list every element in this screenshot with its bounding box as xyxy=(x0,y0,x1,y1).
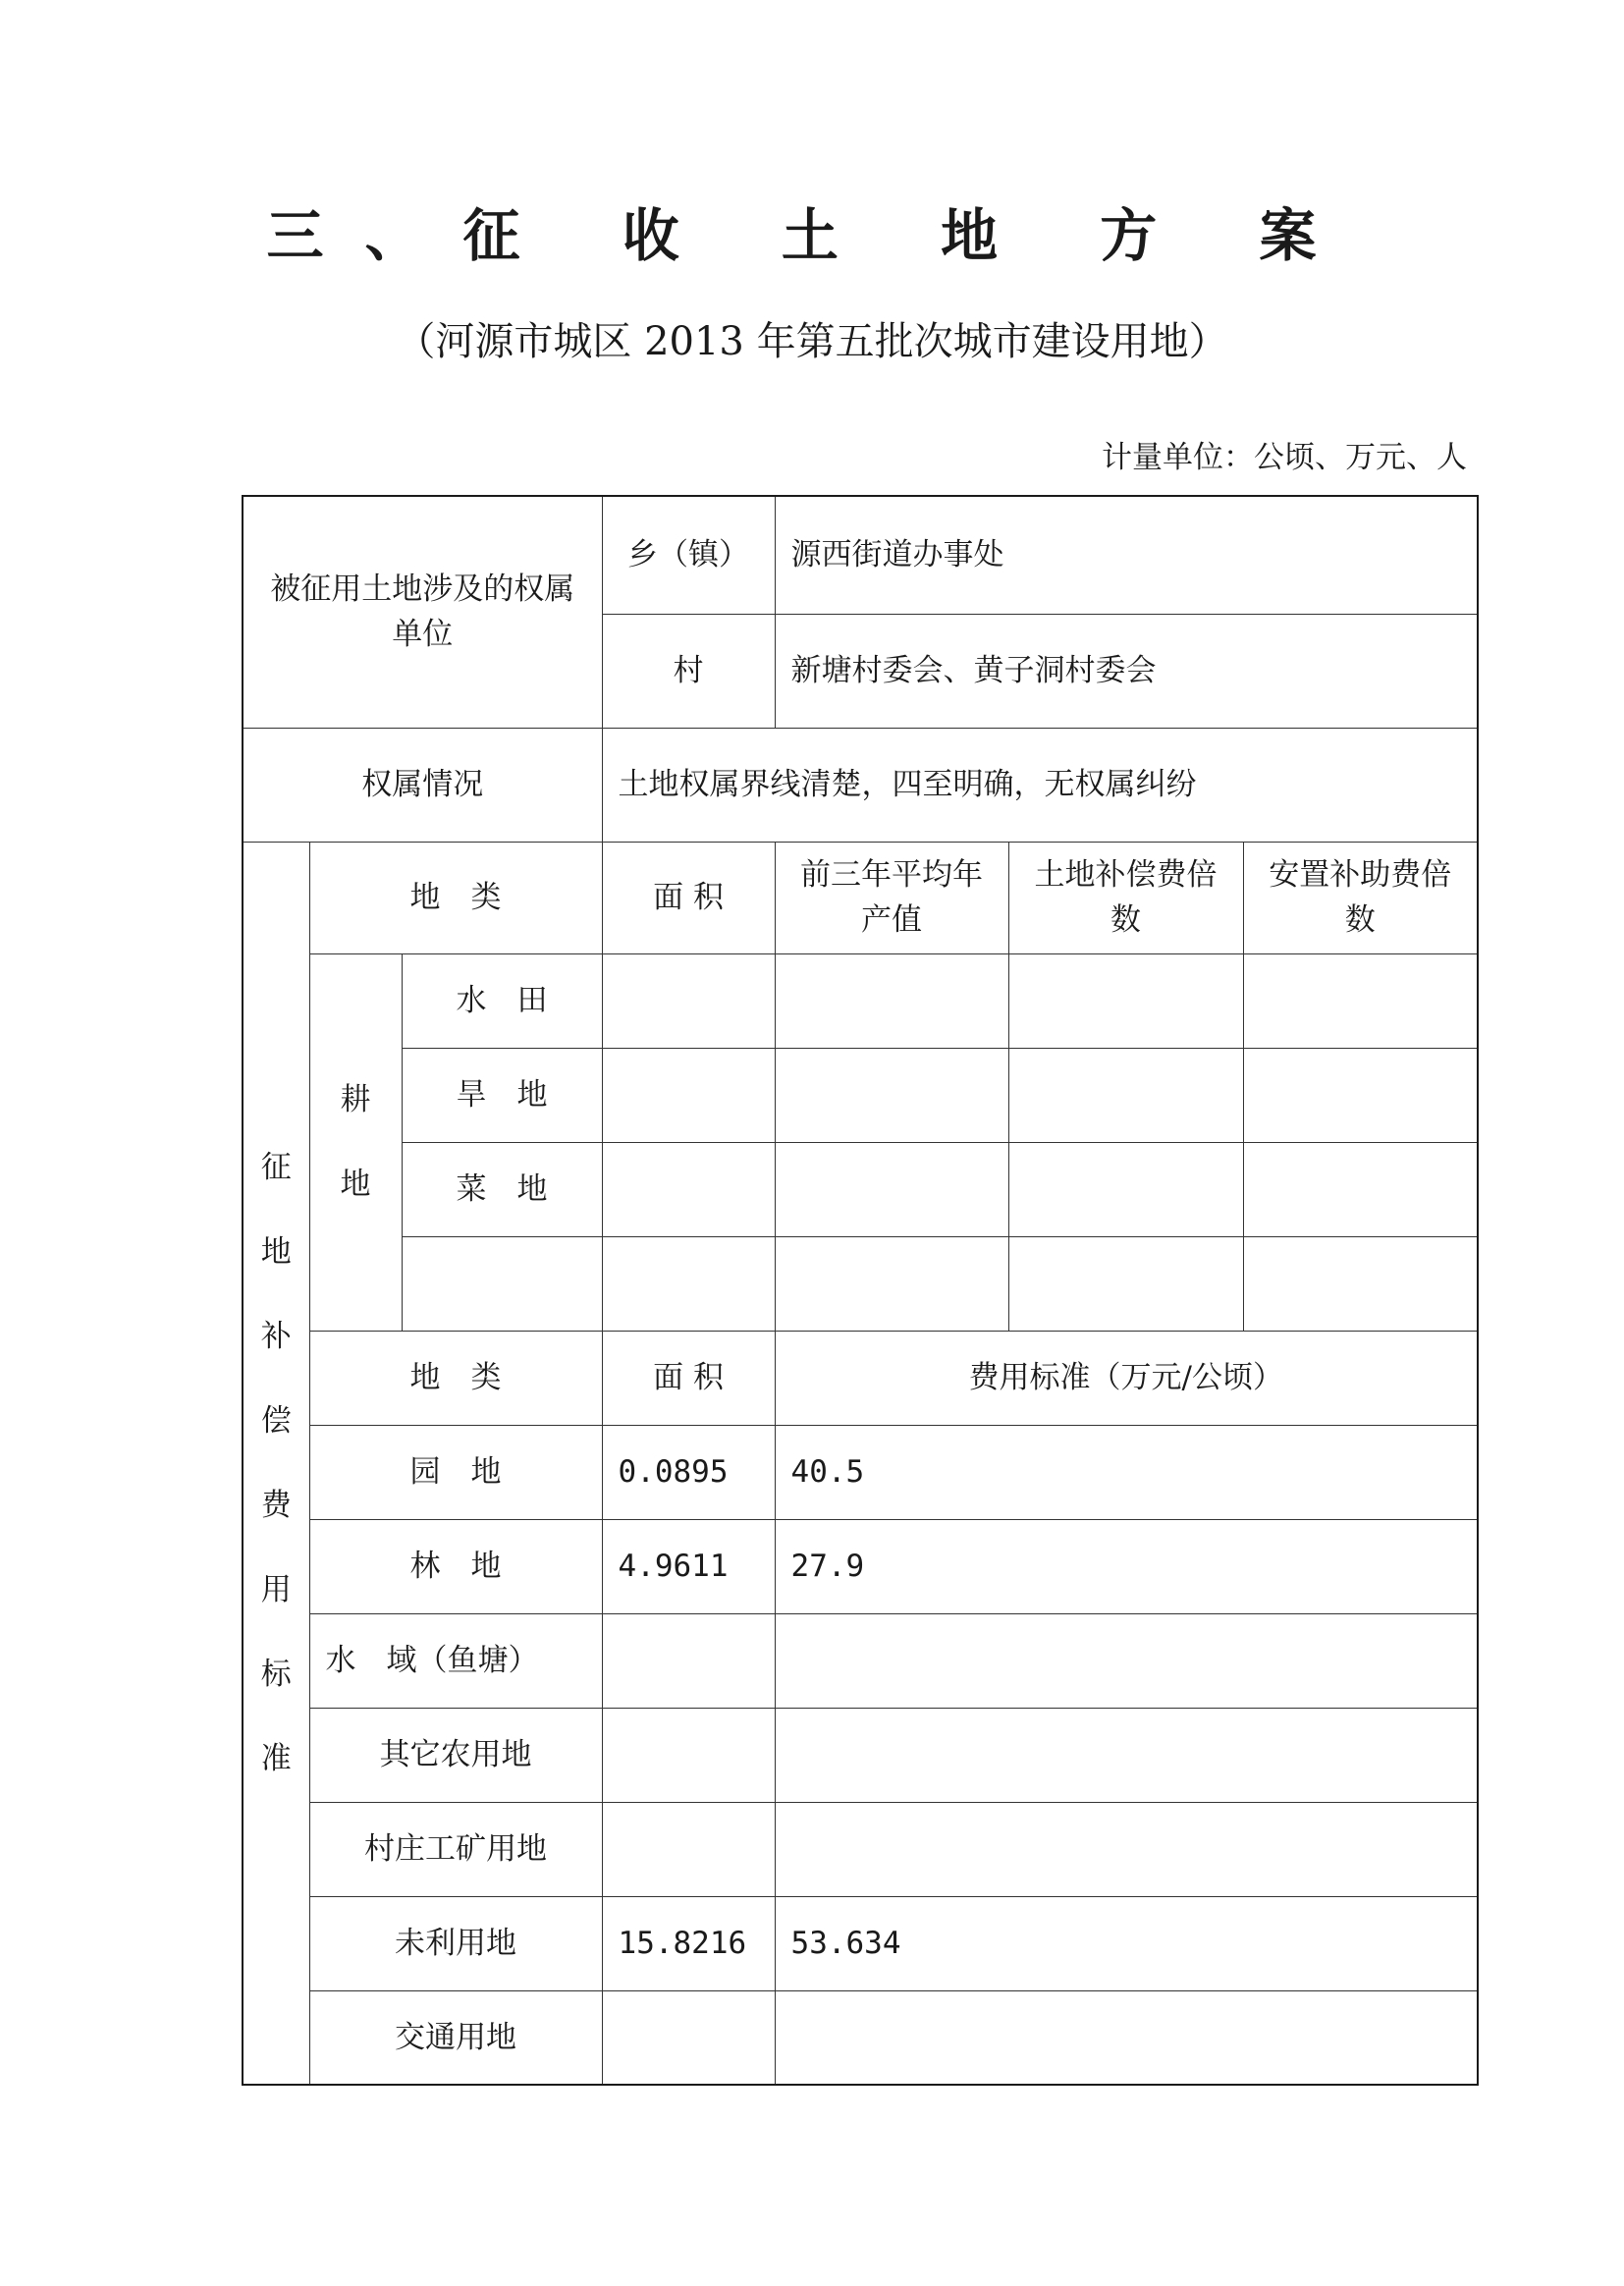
other-row-name: 交通用地 xyxy=(309,1990,602,2085)
cultivated-row-avg-output xyxy=(775,1142,1008,1236)
header-land-type: 地 类 xyxy=(309,842,602,953)
cultivated-row-name xyxy=(402,1236,602,1331)
cultivated-row-comp xyxy=(1008,953,1243,1048)
cultivated-row-comp xyxy=(1008,1048,1243,1142)
header2-fee-standard: 费用标准（万元/公顷） xyxy=(775,1331,1478,1425)
cultivated-row-name: 水 田 xyxy=(402,953,602,1048)
township-value: 源西街道办事处 xyxy=(775,496,1478,614)
other-row-area xyxy=(602,1708,775,1802)
township-label: 乡（镇） xyxy=(602,496,775,614)
header2-land-type: 地 类 xyxy=(309,1331,602,1425)
other-row-name: 园 地 xyxy=(309,1425,602,1519)
measurement-unit: 计量单位：公顷、万元、人 xyxy=(1102,440,1467,475)
ownership-status-label: 权属情况 xyxy=(243,728,602,842)
other-row-area xyxy=(602,1802,775,1896)
ownership-status-value: 土地权属界线清楚，四至明确，无权属纠纷 xyxy=(602,728,1478,842)
page-title: 三、征 收 土 地 方 案 xyxy=(266,202,1358,269)
cultivated-row-resettle xyxy=(1243,953,1478,1048)
cultivated-label xyxy=(309,953,402,1331)
other-row-area: 4.9611 xyxy=(602,1519,775,1613)
other-row-name: 林 地 xyxy=(309,1519,602,1613)
other-row-fee xyxy=(775,1708,1478,1802)
cultivated-row-name: 旱 地 xyxy=(402,1048,602,1142)
page-subtitle: （河源市城区 2013 年第五批次城市建设用地） xyxy=(396,319,1228,364)
cultivated-row-avg-output xyxy=(775,953,1008,1048)
cultivated-row-avg-output xyxy=(775,1048,1008,1142)
header-area: 面 积 xyxy=(602,842,775,953)
cultivated-row-comp xyxy=(1008,1142,1243,1236)
village-label: 村 xyxy=(602,614,775,728)
other-row-fee xyxy=(775,1990,1478,2085)
other-row-name: 水 域（鱼塘） xyxy=(309,1613,602,1708)
other-row-area: 0.0895 xyxy=(602,1425,775,1519)
cultivated-row-area xyxy=(602,1142,775,1236)
cultivated-row-comp xyxy=(1008,1236,1243,1331)
section-label-vertical xyxy=(243,842,309,2085)
other-row-fee xyxy=(775,1802,1478,1896)
cultivated-row-area xyxy=(602,953,775,1048)
header-resettle-multiple: 安置补助费倍数 xyxy=(1243,842,1478,953)
cultivated-row-resettle xyxy=(1243,1048,1478,1142)
cultivated-row-area xyxy=(602,1236,775,1331)
cultivated-row-name: 菜 地 xyxy=(402,1142,602,1236)
cultivated-row-resettle xyxy=(1243,1142,1478,1236)
village-value: 新塘村委会、黄子洞村委会 xyxy=(775,614,1478,728)
other-row-fee: 53.634 xyxy=(775,1896,1478,1990)
other-row-name: 村庄工矿用地 xyxy=(309,1802,602,1896)
cultivated-label-text: 耕 地 xyxy=(340,1082,371,1202)
other-row-fee: 27.9 xyxy=(775,1519,1478,1613)
header2-area: 面 积 xyxy=(602,1331,775,1425)
cultivated-row-resettle xyxy=(1243,1236,1478,1331)
other-row-fee: 40.5 xyxy=(775,1425,1478,1519)
other-row-area xyxy=(602,1613,775,1708)
cultivated-row-avg-output xyxy=(775,1236,1008,1331)
cultivated-row-area xyxy=(602,1048,775,1142)
other-row-area: 15.8216 xyxy=(602,1896,775,1990)
other-row-fee xyxy=(775,1613,1478,1708)
header-avg-output: 前三年平均年产值 xyxy=(775,842,1008,953)
other-row-name: 未利用地 xyxy=(309,1896,602,1990)
other-row-name: 其它农用地 xyxy=(309,1708,602,1802)
section-label: 征 地 补 偿 费 用 标 准 xyxy=(260,1149,292,1776)
ownership-unit-label: 被征用土地涉及的权属单位 xyxy=(243,496,602,728)
header-comp-multiple: 土地补偿费倍数 xyxy=(1008,842,1243,953)
land-requisition-table xyxy=(242,495,1479,2086)
other-row-area xyxy=(602,1990,775,2085)
